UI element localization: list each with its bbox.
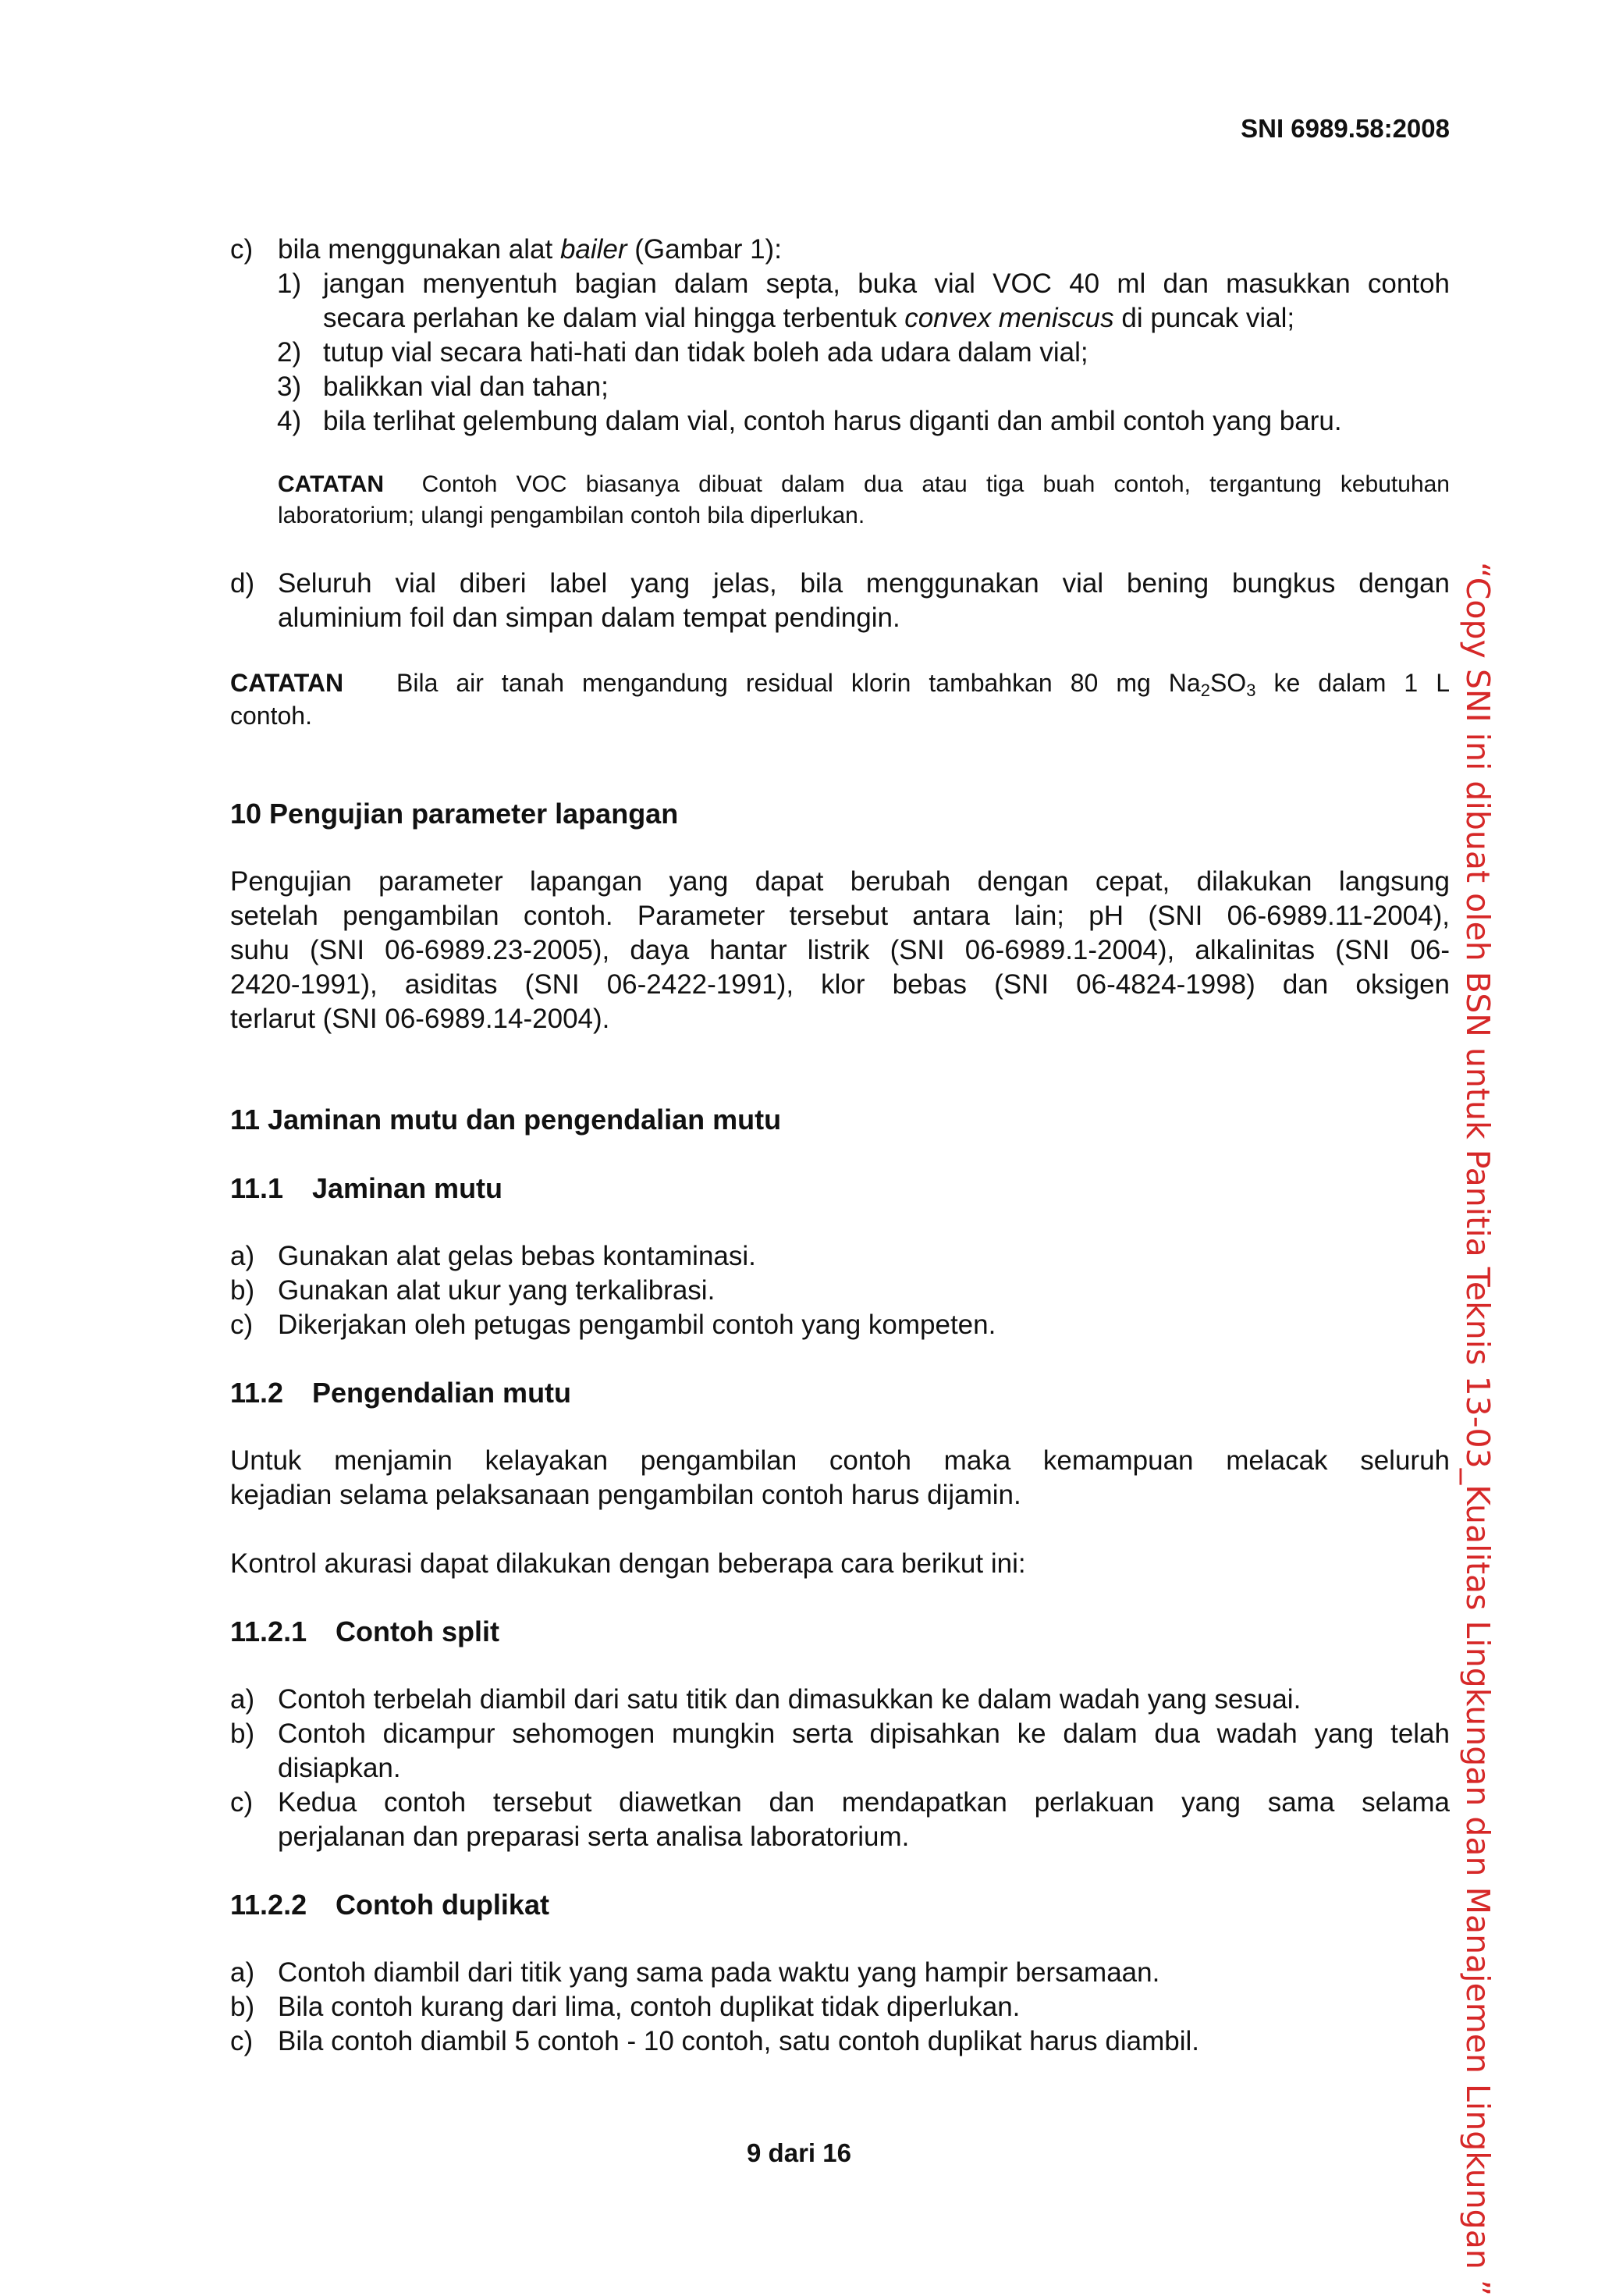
list-item: Gunakan alat gelas bebas kontaminasi. xyxy=(278,1241,756,1271)
note-1-line-1: CATATAN Contoh VOC biasanya dibuat dalam dua atau tiga buah contoh, tergantung kebutuhan xyxy=(278,471,1450,497)
section-11-1-heading: 11.1 Jaminan mutu xyxy=(230,1172,503,1204)
section-10-line-3: suhu (SNI 06-6989.23-2005), daya hantar listrik (SNI 06-6989.1-2004), alkalinitas (SNI 06- xyxy=(230,935,1450,965)
list-item-continuation: disiapkan. xyxy=(278,1753,401,1783)
note-2-line-1: CATATAN Bila air tanah mengandung residual klorin tambahkan 80 mg $Na_2SO_3$ ke dalam 1 L xyxy=(230,669,1451,700)
note-2-line-2: contoh. xyxy=(230,702,312,730)
page-number: 9 dari 16 xyxy=(747,2138,851,2167)
list-marker: a) xyxy=(230,1684,255,1715)
step-1-line-2: secara perlahan ke dalam vial hingga terbentuk convex meniscus di puncak vial; xyxy=(323,303,1295,333)
list-marker: a) xyxy=(230,1241,255,1271)
list-marker-d: d) xyxy=(230,568,255,599)
list-marker: c) xyxy=(230,2026,254,2056)
list-marker: c) xyxy=(230,1310,254,1340)
list-marker: b) xyxy=(230,1275,255,1306)
section-11-2-2-heading: 11.2.2 Contoh duplikat xyxy=(230,1889,549,1921)
section-10-line-2: setelah pengambilan contoh. Parameter tersebut antara lain; pH (SNI 06-6989.11-2004), xyxy=(230,901,1450,931)
step-1-line-1: jangan menyentuh bagian dalam septa, buka vial VOC 40 ml dan masukkan contoh xyxy=(323,268,1450,299)
section-d-line-2: aluminium foil dan simpan dalam tempat pendingin. xyxy=(278,602,900,633)
section-11-heading: 11 Jaminan mutu dan pengendalian mutu xyxy=(230,1104,782,1136)
list-marker: b) xyxy=(230,1718,255,1749)
section-10-heading: 10 Pengujian parameter lapangan xyxy=(230,798,679,830)
section-11-2-para-1-line-1: Untuk menjamin kelayakan pengambilan contoh maka kemampuan melacak seluruh xyxy=(230,1445,1450,1476)
section-10-line-1: Pengujian parameter lapangan yang dapat berubah dengan cepat, dilakukan langsung xyxy=(230,866,1450,897)
section-d-line-1: Seluruh vial diberi label yang jelas, bila menggunakan vial bening bungkus dengan xyxy=(278,568,1450,599)
note-1-line-2: laboratorium; ulangi pengambilan contoh bila diperlukan. xyxy=(278,503,865,528)
section-10-line-5: terlarut (SNI 06-6989.14-2004). xyxy=(230,1004,610,1034)
step-3-text: balikkan vial dan tahan; xyxy=(323,371,609,402)
step-3-marker: 3) xyxy=(277,371,302,402)
copy-watermark: “Copy SNI ini dibuat oleh BSN untuk Panitia Teknis 13-03_Kualitas Lingkungan dan Manajemen Lingkungan ” xyxy=(1459,562,1497,2296)
list-item: Kedua contoh tersebut diawetkan dan mendapatkan perlakuan yang sama selama xyxy=(278,1787,1450,1818)
section-11-2-1-heading: 11.2.1 Contoh split xyxy=(230,1615,499,1647)
section-10-line-4: 2420-1991), asiditas (SNI 06-2422-1991), klor bebas (SNI 06-4824-1998) dan oksigen xyxy=(230,969,1450,1000)
list-item: Bila contoh kurang dari lima, contoh duplikat tidak diperlukan. xyxy=(278,1992,1021,2022)
step-4-marker: 4) xyxy=(277,406,302,436)
step-4-text: bila terlihat gelembung dalam vial, contoh harus diganti dan ambil contoh yang baru. xyxy=(323,406,1342,436)
list-item: Bila contoh diambil 5 contoh - 10 contoh, satu contoh duplikat harus diambil. xyxy=(278,2026,1199,2056)
step-2-text: tutup vial secara hati-hati dan tidak boleh ada udara dalam vial; xyxy=(323,337,1088,368)
section-11-2-para-1-line-2: kejadian selama pelaksanaan pengambilan contoh harus dijamin. xyxy=(230,1480,1021,1510)
list-item: Contoh dicampur sehomogen mungkin serta dipisahkan ke dalam dua wadah yang telah xyxy=(278,1718,1450,1749)
section-11-2-heading: 11.2 Pengendalian mutu xyxy=(230,1377,572,1409)
list-item-continuation: perjalanan dan preparasi serta analisa laboratorium. xyxy=(278,1822,910,1852)
list-item: Contoh diambil dari titik yang sama pada waktu yang hampir bersamaan. xyxy=(278,1957,1160,1988)
document-code: SNI 6989.58:2008 xyxy=(1241,114,1450,143)
list-item: Gunakan alat ukur yang terkalibrasi. xyxy=(278,1275,716,1306)
list-item: Dikerjakan oleh petugas pengambil contoh yang kompeten. xyxy=(278,1310,996,1340)
step-1-marker: 1) xyxy=(277,268,302,299)
section-11-2-para-2: Kontrol akurasi dapat dilakukan dengan beberapa cara berikut ini: xyxy=(230,1548,1026,1579)
list-marker: a) xyxy=(230,1957,255,1988)
list-marker: b) xyxy=(230,1992,255,2022)
list-marker: c) xyxy=(230,234,254,265)
list-item: Contoh terbelah diambil dari satu titik dan dimasukkan ke dalam wadah yang sesuai. xyxy=(278,1684,1301,1715)
step-2-marker: 2) xyxy=(277,337,302,368)
list-marker: c) xyxy=(230,1787,254,1818)
